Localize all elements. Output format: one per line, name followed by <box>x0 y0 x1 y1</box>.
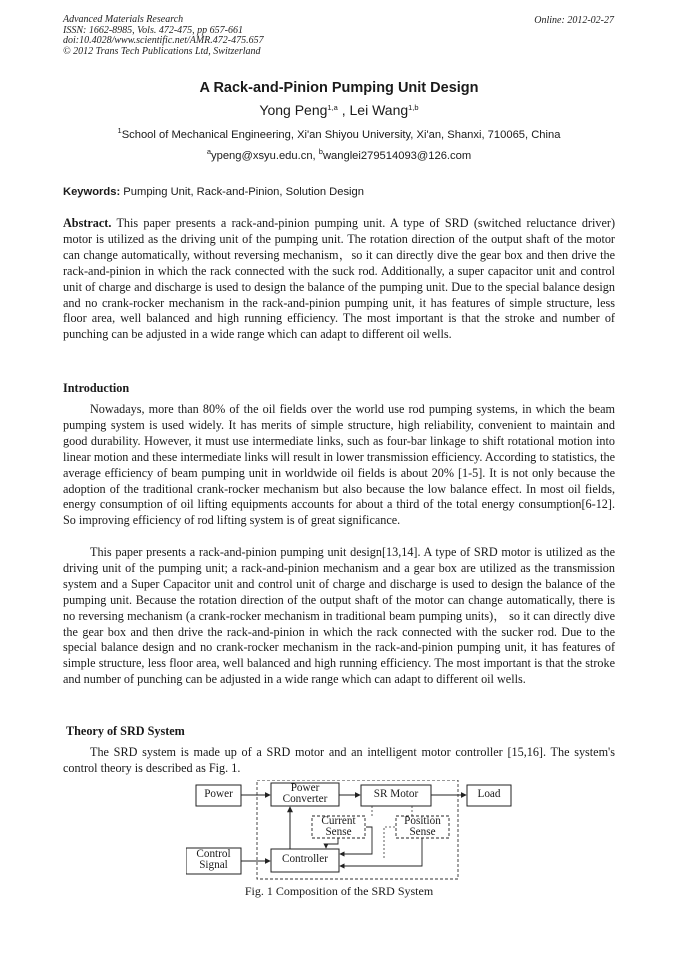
arrow-position-to-controller <box>340 838 422 866</box>
load-label: Load <box>477 788 501 800</box>
affiliation <box>0 126 678 141</box>
journal-name: Advanced Materials Research <box>63 14 184 25</box>
affiliation-superscript: 1 <box>117 126 122 135</box>
controller-label: Controller <box>282 853 328 865</box>
sr-motor-label: SR Motor <box>373 788 419 800</box>
position-sense-label <box>396 817 449 837</box>
control-signal-label-line2: Signal <box>199 859 228 871</box>
email-link[interactable]: ypeng@xsyu.edu.cn, <box>211 150 319 162</box>
author-name: Lei Wang <box>349 102 409 118</box>
affiliation-text: School of Mechanical Engineering, Xi'an Shiyou University, Xi'an, Shanxi, 710065, China <box>121 129 561 141</box>
sense-link <box>384 827 395 860</box>
figure-srd-system <box>186 780 516 888</box>
abstract-label: Abstract. <box>63 216 112 230</box>
paper-title: A Rack-and-Pinion Pumping Unit Design <box>199 80 479 96</box>
email-line <box>0 147 678 162</box>
author-separator: , <box>337 102 350 118</box>
power-converter-label-line1: Power <box>290 782 320 794</box>
keywords-text: Pumping Unit, Rack-and-Pinion, Solution Design <box>120 186 364 198</box>
author-superscript: 1,b <box>408 103 419 112</box>
figure-caption: Fig. 1 Composition of the SRD System <box>244 884 434 898</box>
email-superscript: a <box>206 147 212 156</box>
position-sense-label-line2: Sense <box>409 826 436 838</box>
abstract <box>63 216 615 343</box>
theory-paragraph-1: The SRD system is made up of a SRD motor and an intelligent motor controller [15,16]. The system's control theory is described as Fig. 1. <box>63 745 615 775</box>
intro-paragraph-2: This paper presents a rack-and-pinion pumping unit design[13,14]. A type of SRD motor is utilized as the driving unit of the pumping unit; a rack-and-pinion mechanism and a gear box are utilized as the transmission system and a Super Capacitor unit and control unit of charge and discharge is used to design the balance of the pumping unit. Because the rotation direction of the output shaft of the motor can change automatically, there is no reversing mechanism (a crank-rocker mechanism in traditional beam pumping units)， so it can directly dive the gear box and then drive the rack-and-pinion in which the rack connected with the sucker rod. Due to the special balance design and no crank-rocker mechanism in the rack-and-pinion pumping unit, it has features of simple structure, less floor area, well balanced and high running efficiency. The most important is that the stroke and number of punching can be adjusted in a wide range which can adapt to different oil wells. <box>63 545 615 687</box>
author-name: Yong Peng <box>259 102 328 118</box>
online-date: Online: 2012-02-27 <box>534 15 614 26</box>
power-label: Power <box>204 788 233 800</box>
journal-info <box>63 15 264 57</box>
keywords-label: Keywords: <box>63 186 121 198</box>
keywords <box>63 186 364 198</box>
control-signal-label-line1: Control <box>196 848 231 860</box>
arrow-current-to-controller <box>326 838 338 848</box>
intro-paragraph-1: Nowadays, more than 80% of the oil fields over the world use rod pumping systems, in which the beam pumping system is used widely. It has merits of simple structure, high reliability, convenient to maintain and good durability. However, it must use intermediate links, such as four-bar linkage to shift rotational motion into linear motion and these intermediate links will result in lower transmission efficiency. According to statistics, the average efficiency of beam pumping unit in worldwide oil fields is about 20% [1-5]. It is not only because the adoption of the traditional crank-rocker mechanism but also because the low balance effect. In most oil fields, energy consumption of oil lifting equipments accounts for about a third of the total energy consumption[6-12]. So improving efficiency of rod lifting system is of great significance. <box>63 402 615 528</box>
section-heading-introduction: Introduction <box>63 381 130 395</box>
current-sense-label <box>312 817 365 837</box>
position-sense-label-line1: Position <box>404 815 441 827</box>
current-sense-label-line2: Sense <box>325 826 352 838</box>
author-line <box>0 102 678 118</box>
email-superscript: b <box>318 147 323 156</box>
author-superscript: 1,a <box>327 103 338 112</box>
power-converter-label <box>271 784 339 804</box>
abstract-text: This paper presents a rack-and-pinion pumping unit. A type of SRD (switched reluctance driver) motor is utilized as the driving unit of the pumping unit. The rotation direction of the output shaft of the motor can change automatically, without reversing mechanism，so it can directly dive the gear box and then drive the rack-and-pinion in which the rack connected with the suck rod. Additionally, a super capacitor unit and control unit of charge and discharge is used to design the balance of the pumping unit. Due to the special balance design and no crank-rocker mechanism in the rack-and-pinion pumping unit, it has features of simple structure, less floor area, well balanced and high running efficiency. The most important is that the stroke and number of punching can be adjusted in a wide range which can adapt to different oil wells. <box>63 216 615 342</box>
power-converter-label-line2: Converter <box>282 793 328 805</box>
current-sense-label-line1: Current <box>321 815 356 827</box>
copyright-line: © 2012 Trans Tech Publications Ltd, Switzerland <box>63 45 261 57</box>
email-link[interactable]: wanglei279514093@126.com <box>322 150 472 162</box>
issn-line: ISSN: 1662-8985, Vols. 472-475, pp 657-661 <box>63 24 243 36</box>
control-signal-label <box>186 850 241 870</box>
doi-line[interactable]: doi:10.4028/www.scientific.net/AMR.472-475.657 <box>63 35 264 46</box>
section-heading-theory: Theory of SRD System <box>66 724 185 738</box>
